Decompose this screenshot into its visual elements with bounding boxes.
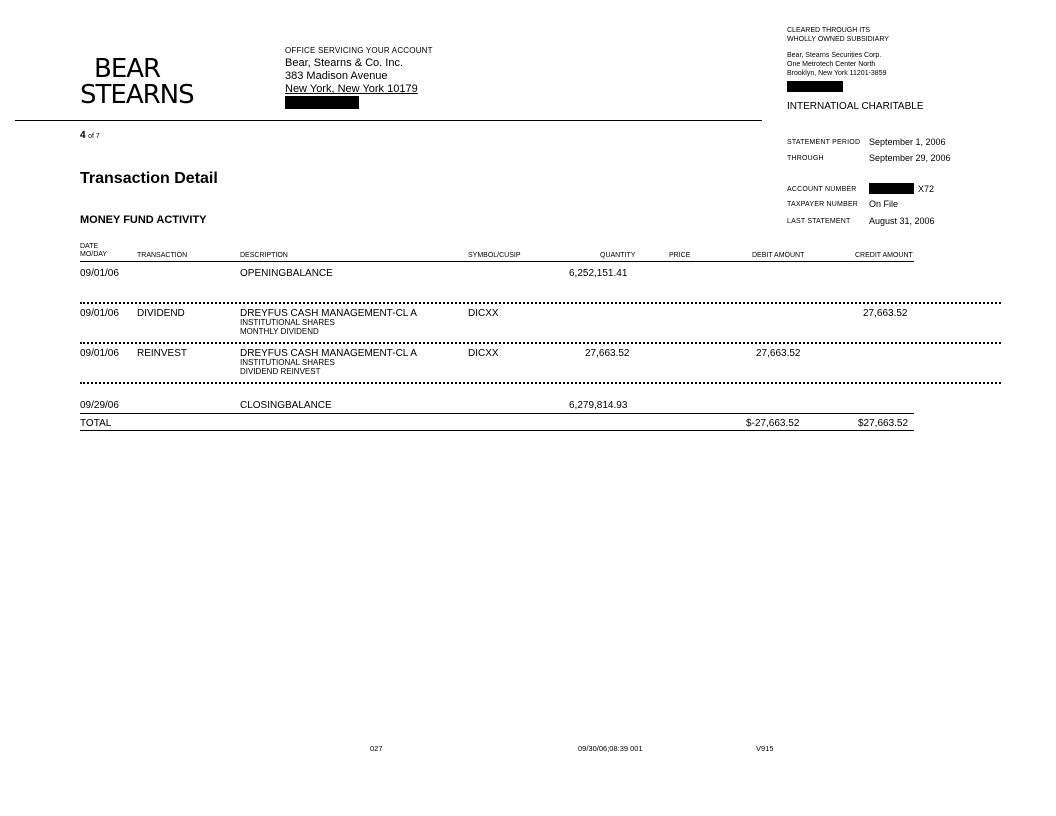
row-3-transaction: REINVEST	[137, 348, 188, 359]
header-divider	[15, 120, 762, 121]
footer-timestamp: 09/30/06;08:39 001	[578, 744, 643, 753]
row-3-desc-line3: DIVIDEND REINVEST	[240, 366, 321, 376]
footer-code-1: 027	[370, 744, 383, 753]
page-total: of 7	[88, 133, 100, 140]
col-credit: CREDIT AMOUNT	[855, 252, 913, 259]
through-label: THROUGH	[787, 155, 824, 162]
row-2-credit: 27,663.52	[863, 308, 908, 319]
taxpayer-value: On File	[869, 199, 899, 209]
clearing-heading-1: CLEARED THROUGH ITS	[787, 27, 871, 34]
office-heading: OFFICE SERVICING YOUR ACCOUNT	[285, 46, 433, 55]
section-title: Transaction Detail	[80, 170, 218, 187]
row-4-date: 09/29/06	[80, 400, 119, 411]
row-1-quantity: 6,252,151.41	[569, 268, 628, 279]
total-label: TOTAL	[80, 418, 112, 429]
row-2-symbol: DICXX	[468, 308, 499, 319]
through-value: September 29, 2006	[869, 153, 951, 163]
logo-line-1: BEAR	[94, 54, 161, 84]
clearing-block	[787, 26, 889, 95]
row-2-date: 09/01/06	[80, 308, 119, 319]
taxpayer-label: TAXPAYER NUMBER	[787, 201, 859, 208]
row-4-description: CLOSINGBALANCE	[240, 400, 332, 411]
row-3-date: 09/01/06	[80, 348, 119, 359]
logo-line-2: STEARNS	[80, 80, 194, 110]
statement-period-label: STATEMENT PERIOD	[787, 139, 861, 146]
office-city: New York, New York 10179	[285, 83, 418, 95]
clearing-heading-2: WHOLLY OWNED SUBSIDIARY	[787, 36, 889, 43]
clearing-name: Bear, Stearns Securities Corp.	[787, 52, 882, 59]
page-number	[80, 130, 100, 141]
subsection-title: MONEY FUND ACTIVITY	[80, 214, 207, 226]
col-date	[80, 243, 107, 259]
row-2-desc-line3: MONTHLY DIVIDEND	[240, 326, 319, 336]
row-divider-3	[80, 382, 1001, 384]
total-debit: $-27,663.52	[746, 418, 800, 429]
row-1-date: 09/01/06	[80, 268, 119, 279]
last-statement-label: LAST STATEMENT	[787, 218, 851, 225]
header-underline	[80, 261, 914, 262]
row-2-description-block	[240, 308, 417, 336]
account-name: INTERNATIOAL CHARITABLE	[787, 101, 924, 112]
col-price: PRICE	[669, 252, 691, 259]
col-transaction: TRANSACTION	[137, 252, 188, 259]
total-bottom-rule	[80, 430, 914, 431]
row-3-symbol: DICXX	[468, 348, 499, 359]
row-2-description: DREYFUS CASH MANAGEMENT-CL A	[240, 308, 417, 319]
col-date-line2: MO/DAY	[80, 251, 108, 258]
row-2-desc-line2: INSTITUTIONAL SHARES	[240, 318, 335, 327]
total-credit: $27,663.52	[858, 418, 909, 429]
col-quantity: QUANTITY	[600, 252, 636, 259]
col-description: DESCRIPTION	[240, 252, 288, 259]
account-number-label: ACCOUNT NUMBER	[787, 186, 857, 193]
row-divider-2	[80, 342, 1001, 344]
row-3-description: DREYFUS CASH MANAGEMENT-CL A	[240, 348, 417, 359]
footer-code-2: V915	[756, 744, 774, 753]
account-number-redaction	[869, 183, 914, 194]
row-3-desc-line2: INSTITUTIONAL SHARES	[240, 358, 335, 367]
total-top-rule	[80, 413, 914, 414]
row-3-description-block	[240, 348, 417, 376]
clearing-redaction	[787, 81, 843, 92]
page-current: 4	[80, 130, 86, 141]
col-debit: DEBIT AMOUNT	[752, 252, 805, 259]
office-name: Bear, Stearns & Co. Inc.	[285, 57, 404, 69]
office-block	[285, 44, 433, 113]
bear-stearns-logo	[80, 56, 194, 108]
office-redaction	[285, 96, 359, 109]
row-3-debit: 27,663.52	[756, 348, 801, 359]
row-2-transaction: DIVIDEND	[137, 308, 185, 319]
statement-period-value: September 1, 2006	[869, 137, 946, 147]
clearing-street: One Metrotech Center North	[787, 61, 876, 68]
col-date-line1: DATE	[80, 243, 99, 250]
row-divider-1	[80, 302, 1001, 304]
last-statement-value: August 31, 2006	[869, 216, 935, 226]
row-1-description: OPENINGBALANCE	[240, 268, 333, 279]
office-street: 383 Madison Avenue	[285, 70, 388, 82]
row-4-quantity: 6,279,814.93	[569, 400, 628, 411]
clearing-city: Brooklyn, New York 11201-3859	[787, 70, 887, 77]
col-symbol: SYMBOL/CUSIP	[468, 252, 521, 259]
account-number-suffix: X72	[918, 184, 935, 194]
row-3-quantity: 27,663.52	[585, 348, 630, 359]
